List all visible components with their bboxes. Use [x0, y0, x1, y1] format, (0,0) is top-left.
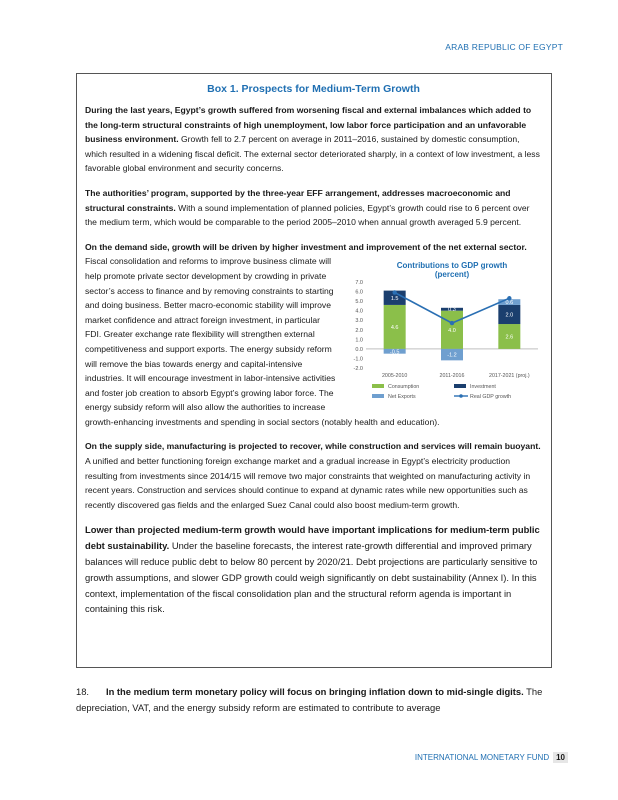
x-tick-label: 2017-2021 (proj.) — [489, 373, 530, 380]
box-paragraph-2 — [85, 186, 542, 230]
lead-sentence: During the last years, Egypt’s growth suffered from worsening fiscal and external imbalances which added to the long-term structural constraints of high unemployment, low labor force participation and an unfavorable business environment. — [85, 105, 532, 145]
y-tick-label: -1.0 — [353, 356, 363, 363]
legend-gdp-growth-marker — [459, 395, 463, 399]
legend-consumption-label: Consumption — [388, 384, 420, 391]
data-label-consumption: 4.6 — [390, 325, 399, 332]
lead-sentence: In the medium term monetary policy will focus on bringing inflation down to mid-single digits. — [106, 686, 524, 697]
y-tick-label: 5.0 — [355, 299, 363, 306]
legend-investment-swatch — [454, 384, 466, 388]
paragraph-number: 18. — [76, 686, 90, 697]
chart-title-line-2: (percent) — [434, 270, 470, 280]
y-tick-label: 2.0 — [355, 328, 363, 335]
gdp-growth-point — [392, 291, 396, 295]
x-tick-label: 2005-2010 — [381, 373, 408, 380]
body-text: The depreciation, VAT, and the energy subsidy reform are estimated to contribute to average — [76, 686, 543, 713]
lead-sentence: The authorities’ program, supported by the three-year EFF arrangement, addresses macroeconomic and structural constraints. — [85, 187, 511, 213]
body-text: Under the baseline forecasts, the interest rate-growth differential and improved primary balances will reduce public debt to below 80 percent by 2020/21. Debt projections are particularly sensitive to growth assumptions, and slower GDP growth could weigh significantly on debt sustainability (Annex I). In this context, implementation of the fiscal consolidation plan and the structural reform agenda is important in containing this risk. — [85, 540, 538, 615]
y-tick-label: 7.0 — [355, 280, 363, 287]
box-title: Box 1. Prospects for Medium-Term Growth — [207, 83, 420, 95]
data-label-net-exports: -0.5 — [389, 349, 400, 356]
x-tick-label: 2011-2016 — [439, 373, 465, 380]
y-tick-label: 1.0 — [355, 337, 363, 344]
legend-consumption-swatch — [372, 384, 384, 388]
body-text: With a sound implementation of planned policies, Egypt’s growth could rise to 6 percent over the medium term, which would be comparable to the period 2005–2010 when annual growth averaged 5.9 percent. — [85, 202, 530, 228]
data-label-investment: 2.0 — [505, 312, 514, 319]
page-number: 10 — [553, 752, 568, 763]
box-1 — [76, 73, 552, 668]
y-tick-label: 4.0 — [355, 309, 363, 316]
legend-gdp-growth-label: Real GDP growth — [470, 394, 512, 401]
box-paragraph-4 — [85, 439, 542, 512]
running-header: ARAB REPUBLIC OF EGYPT — [445, 42, 563, 52]
lead-sentence: Lower than projected medium-term growth would have important implications for medium-term public debt sustainability. — [85, 524, 540, 552]
data-label-consumption: 4.0 — [448, 328, 456, 335]
data-label-investment: 1.5 — [390, 296, 399, 303]
gdp-growth-point — [450, 321, 454, 325]
lead-sentence: On the demand side, growth will be driven by higher investment and improvement of the net external sector. — [85, 241, 527, 252]
data-label-net-exports: 0.6 — [505, 300, 514, 307]
paragraph-18 — [76, 684, 554, 716]
y-tick-label: -2.0 — [353, 366, 363, 373]
legend-net-exports-swatch — [372, 394, 384, 398]
y-tick-label: 3.0 — [355, 318, 363, 325]
box-paragraph-3 — [85, 240, 542, 430]
footer-org: INTERNATIONAL MONETARY FUND — [414, 753, 550, 762]
y-tick-label: 6.0 — [355, 289, 363, 296]
lead-sentence: On the supply side, manufacturing is projected to recover, while construction and services will remain buoyant. — [85, 441, 541, 452]
gdp-growth-point — [507, 296, 511, 300]
data-label-net-exports: -1.2 — [447, 352, 457, 359]
data-label-investment: 0.3 — [448, 307, 456, 314]
legend-net-exports-label: Net Exports — [388, 394, 416, 401]
running-footer — [415, 752, 568, 763]
body-text: Fiscal consolidation and reforms to improve business climate will help promote private sector development by crowding in private sector’s access to finance and by removing constraints to starting and doing business. Better macro-economic stability will improve market confidence and attract foreign investment, in particular FDI. Greater exchange rate flexibility will strengthen external competitiveness and support exports. The energy subsidy reform will remove the bias towards energy and capital-intensive industries. It will encourage investment in labor-intensive activities and foster job creation to absorb Egypt’s growing labor force. The energy subsidy reform will also allow the authorities to increase growth-enhancing investments and spending in social sectors (notably health and education). — [85, 256, 440, 427]
y-tick-label: 0.0 — [355, 347, 363, 354]
body-text: A unified and better functioning foreign exchange market and a gradual increase in Egypt’s electricity production resulting from investments since 2014/15 will remove two major constraints that weighted on manufacturing activity in recent years. Construction and services should continue to expand at dynamic rates while new opportunities such as recently discovered gas fields and the enlarged Suez Canal could also boost medium-term growth. — [85, 456, 531, 510]
box-paragraph-1 — [85, 103, 542, 176]
chart-svg — [342, 256, 542, 406]
legend-investment-label: Investment — [470, 384, 496, 391]
data-label-consumption: 2.6 — [505, 334, 514, 341]
box-paragraph-5 — [85, 522, 542, 617]
body-text: Growth fell to 2.7 percent on average in 2011–2016, sustained by domestic consumption, which resulted in a widening fiscal deficit. The external sector deteriorated sharply, in a context of low investment, a less favorable global environment and security concerns. — [85, 134, 540, 174]
chart-title-line-1: Contributions to GDP growth — [396, 261, 508, 271]
growth-contributions-chart — [342, 256, 542, 406]
